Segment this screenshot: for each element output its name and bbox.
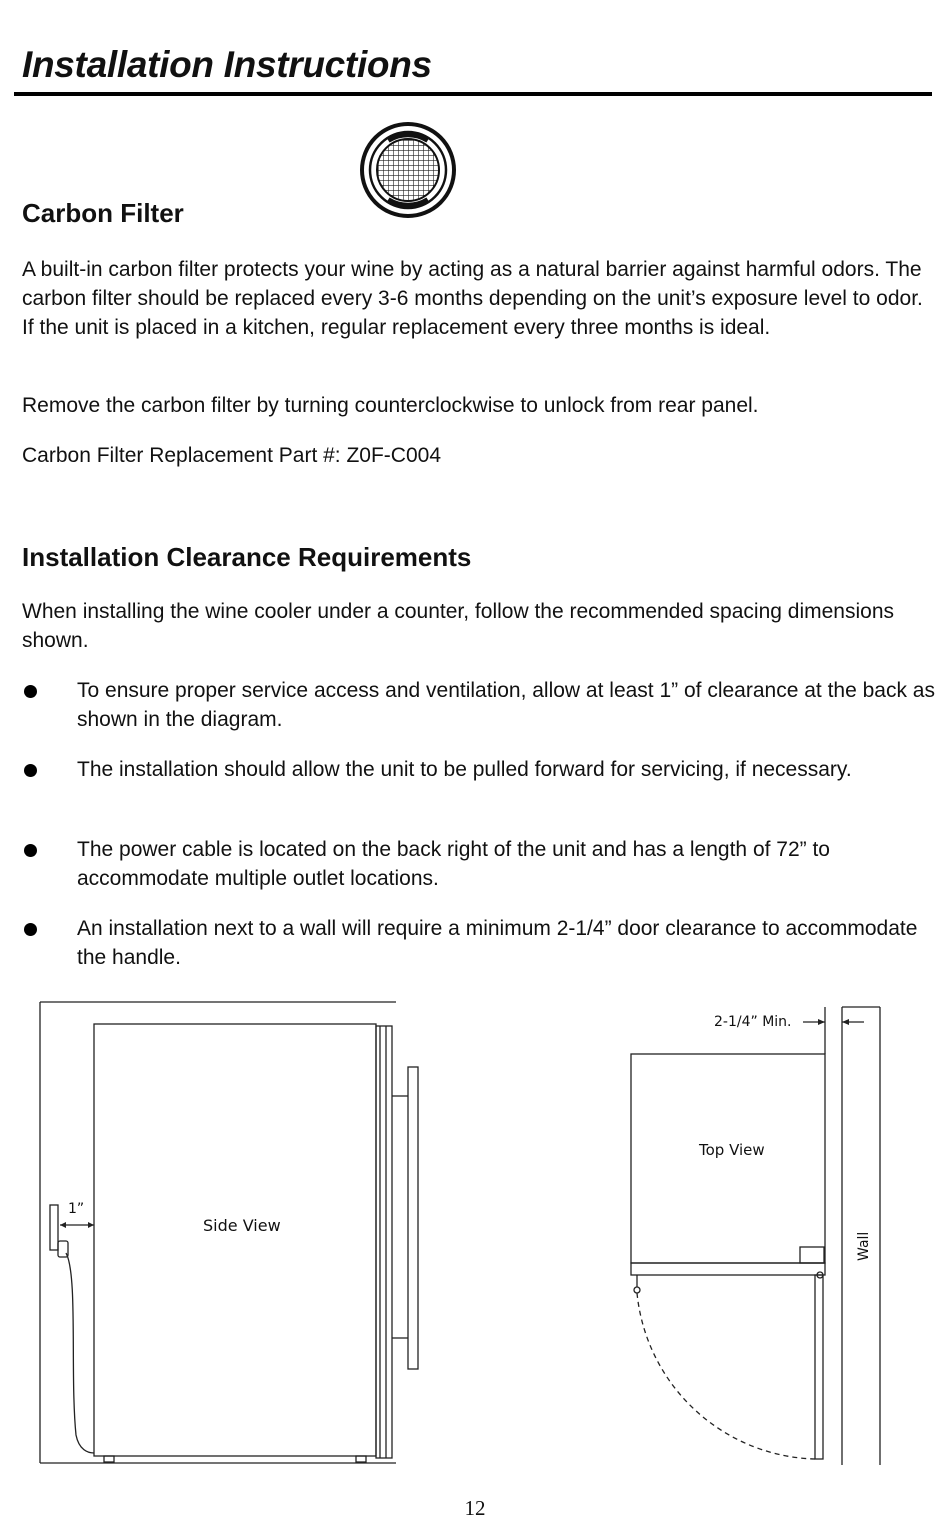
clearance-diagram [0,995,950,1475]
list-item-text: The installation should allow the unit to be pulled forward for servicing, if necessary. [77,758,852,781]
door-swing-arc [637,1293,815,1459]
bullet-icon [24,685,37,698]
list-item-text: An installation next to a wall will require a minimum 2-1/4” door clearance to accommodate the handle. [77,917,918,969]
door-outline [376,1026,392,1458]
clearance-intro: When installing the wine cooler under a counter, follow the recommended spacing dimensions shown. [22,600,894,652]
carbon-filter-icon [358,120,458,220]
carbon-filter-part-number: Carbon Filter Replacement Part #: Z0F-C004 [22,444,442,467]
carbon-filter-heading: Carbon Filter [22,198,184,228]
header-rule [14,92,932,96]
page-title: Installation Instructions [22,44,432,85]
door-top-outline [631,1263,825,1275]
top-view-label: Top View [699,1141,765,1159]
open-door-outline [815,1275,823,1459]
wall-label: Wall [856,1231,872,1261]
cabinet-outline [94,1024,376,1456]
side-view-label: Side View [203,1216,281,1235]
bullet-icon [24,764,37,777]
door-handle [408,1067,418,1369]
wall-outlet [50,1205,58,1250]
back-clearance-label: 1” [68,1201,85,1217]
carbon-filter-paragraph: A built-in carbon filter protects your wine by acting as a natural barrier against harmful odors. The carbon filter should be replaced every 3-6 months depending on the unit’s exposure level to odor. If the unit is placed in a kitchen, regular replacement every three months is ideal. [22,258,923,339]
top-view-diagram [631,1007,880,1465]
front-foot [104,1456,114,1462]
clearance-heading: Installation Clearance Requirements [22,542,472,572]
hinge [800,1247,824,1263]
bullet-icon [24,923,37,936]
list-item-text: The power cable is located on the back right of the unit and has a length of 72” to accommodate multiple outlet locations. [77,838,830,890]
rear-foot [356,1456,366,1462]
bullet-icon [24,844,37,857]
carbon-filter-removal-text: Remove the carbon filter by turning counterclockwise to unlock from rear panel. [22,394,759,417]
list-item-text: To ensure proper service access and ventilation, allow at least 1” of clearance at the back as shown in the diagram. [77,679,935,731]
page-number: 12 [464,1496,486,1520]
door-clearance-label: 2-1/4” Min. [714,1014,792,1030]
power-cable [66,1253,94,1453]
